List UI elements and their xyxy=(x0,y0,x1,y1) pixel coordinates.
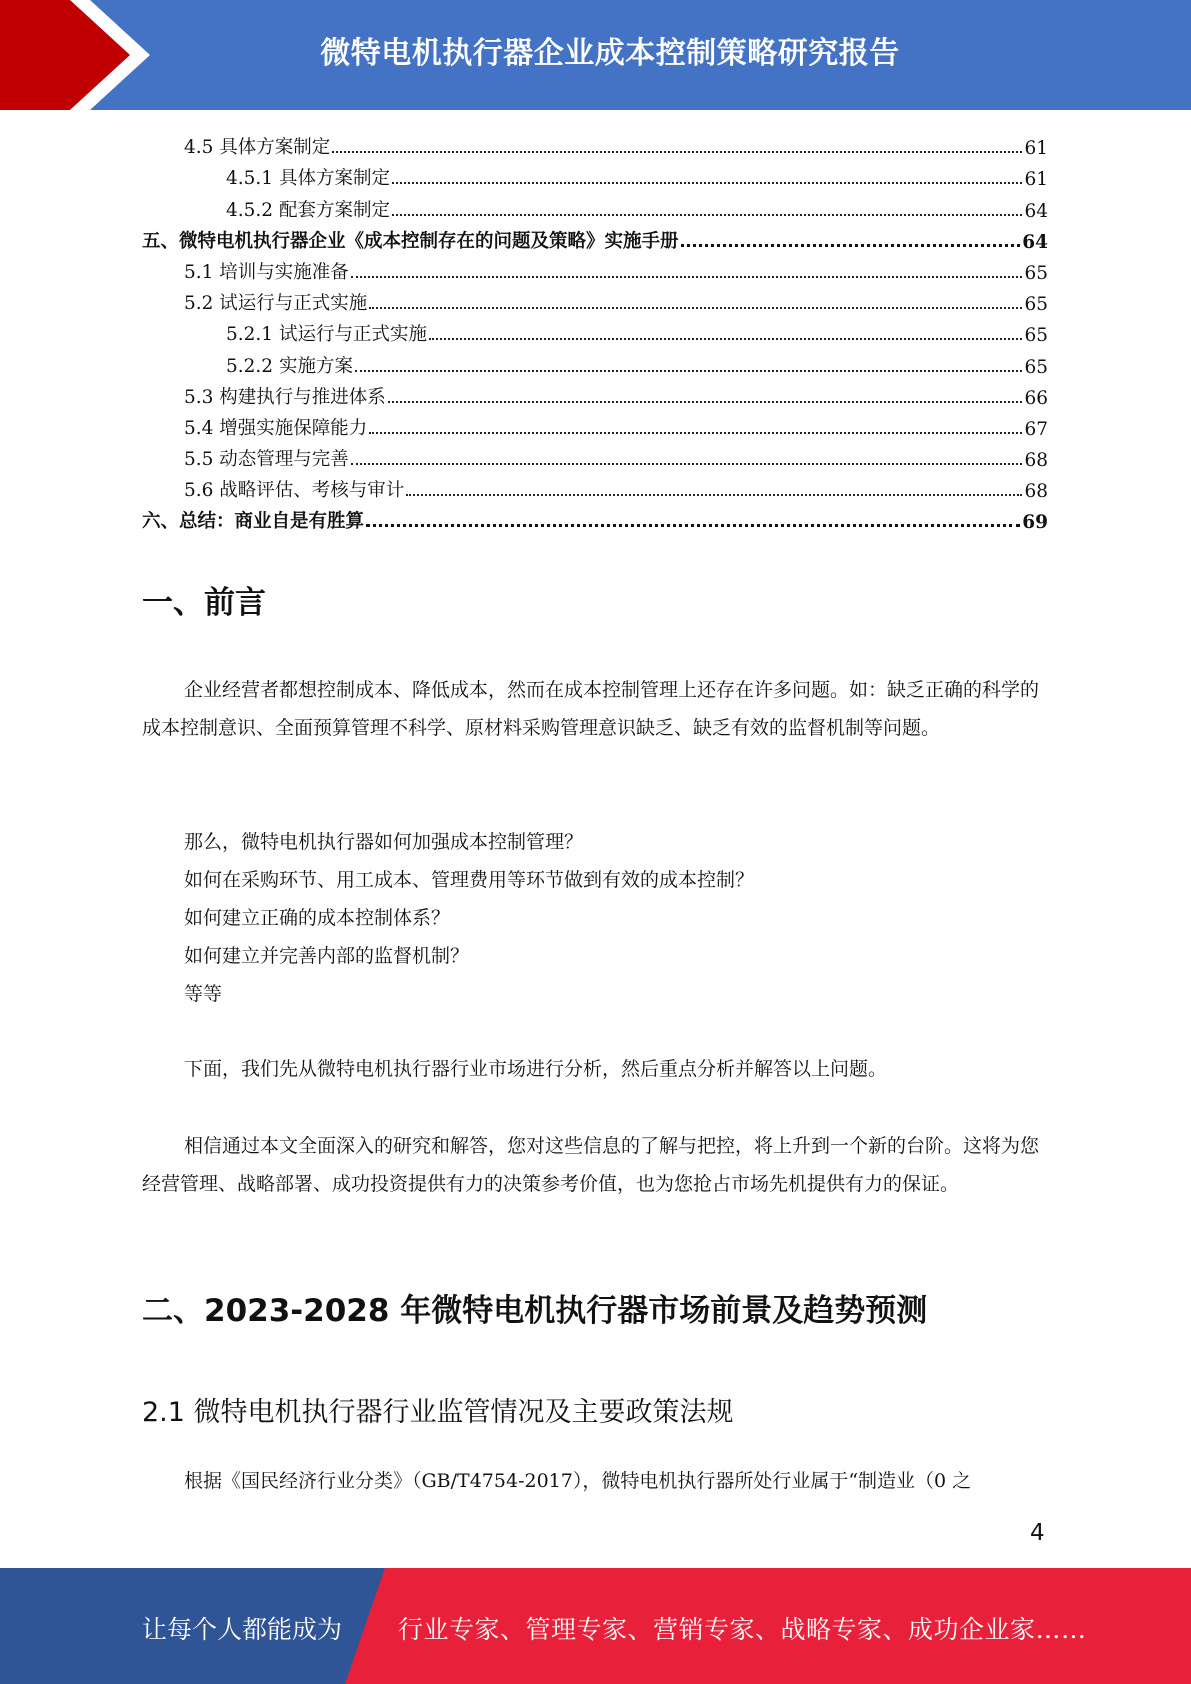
toc-entry-page: 68 xyxy=(1024,450,1048,472)
toc-dot-leader xyxy=(406,494,1022,496)
toc-entry[interactable] xyxy=(142,378,1048,409)
toc-entry-page: 65 xyxy=(1024,356,1048,378)
question-line: 如何在采购环节、用工成本、管理费用等环节做到有效的成本控制？ xyxy=(184,869,755,891)
toc-entry-page: 61 xyxy=(1024,138,1048,160)
paragraph: 相信通过本文全面深入的研究和解答，您对这些信息的了解与把控，将上升到一个新的台阶。这将为您经营管理、战略部署、成功投资提供有力的决策参考价值，也为您抢占市场先机提供有力的保证。 xyxy=(142,1135,1040,1195)
toc-entry-page: 65 xyxy=(1024,325,1048,347)
toc-entry[interactable] xyxy=(142,346,1048,377)
header-chevron-graphic xyxy=(0,0,160,110)
toc-entry[interactable] xyxy=(142,159,1048,190)
toc-entry-page: 64 xyxy=(1024,200,1048,222)
toc-dot-leader xyxy=(681,244,1021,247)
toc-entry-page: 61 xyxy=(1024,169,1048,191)
toc-dot-leader xyxy=(388,401,1023,403)
footer-slogan-right: 行业专家、管理专家、营销专家、战略专家、成功企业家…… xyxy=(398,1615,1087,1644)
toc-dot-leader xyxy=(366,524,1020,527)
section-heading-market-outlook: 二、2023-2028 年微特电机执行器市场前景及趋势预测 xyxy=(142,1293,928,1329)
question-line: 如何建立并完善内部的监督机制？ xyxy=(184,945,470,967)
toc-dot-leader xyxy=(392,182,1022,184)
toc-entry[interactable] xyxy=(142,128,1048,159)
toc-entry-label: 5.2.1 试运行与正式实施 xyxy=(226,324,427,346)
toc-entry[interactable] xyxy=(142,440,1048,471)
question-line: 如何建立正确的成本控制体系？ xyxy=(184,907,451,929)
toc-entry[interactable] xyxy=(142,409,1048,440)
question-line: 等等 xyxy=(184,983,223,1005)
paragraph: 根据《国民经济行业分类》（GB/T4754-2017），微特电机执行器所处行业属于“制造业（0 之 xyxy=(184,1470,972,1492)
toc-entry[interactable] xyxy=(142,315,1048,346)
toc-entry[interactable] xyxy=(142,253,1048,284)
paragraph: 企业经营者都想控制成本、降低成本，然而在成本控制管理上还存在许多问题。如：缺乏正确的科学的成本控制意识、全面预算管理不科学、原材料采购管理意识缺乏、缺乏有效的监督机制等问题。 xyxy=(142,679,1040,739)
toc-entry-label: 5.2.2 实施方案 xyxy=(226,355,353,377)
toc-entry[interactable] xyxy=(142,284,1048,315)
toc-entry-page: 64 xyxy=(1022,231,1048,253)
page-footer xyxy=(0,1568,1191,1684)
toc-entry-page: 69 xyxy=(1022,512,1048,534)
toc-entry[interactable] xyxy=(142,190,1048,221)
toc-entry-label: 5.6 战略评估、考核与审计 xyxy=(184,480,405,502)
question-list xyxy=(184,823,1044,1013)
section-heading-preface: 一、前言 xyxy=(142,585,266,621)
toc-entry-label: 五、微特电机执行器企业《成本控制存在的问题及策略》实施手册 xyxy=(142,230,679,252)
table-of-contents xyxy=(142,128,1048,533)
toc-entry-label: 4.5.2 配套方案制定 xyxy=(226,199,390,221)
toc-dot-leader xyxy=(355,370,1023,372)
toc-entry-page: 65 xyxy=(1024,262,1048,284)
toc-entry-label: 5.4 增强实施保障能力 xyxy=(184,417,368,439)
toc-dot-leader xyxy=(351,463,1023,465)
toc-dot-leader xyxy=(332,151,1022,153)
toc-entry[interactable] xyxy=(142,502,1048,533)
header-title: 微特电机执行器企业成本控制策略研究报告 xyxy=(320,36,900,71)
toc-dot-leader xyxy=(429,338,1022,340)
toc-dot-leader xyxy=(351,276,1023,278)
toc-entry-page: 68 xyxy=(1024,481,1048,503)
toc-entry[interactable] xyxy=(142,222,1048,253)
page-header xyxy=(0,0,1191,110)
toc-entry[interactable] xyxy=(142,471,1048,502)
page-number: 4 xyxy=(1030,1520,1045,1546)
toc-entry-page: 66 xyxy=(1024,387,1048,409)
footer-slogan-left: 让每个人都能成为 xyxy=(142,1615,343,1644)
subsection-heading: 2.1 微特电机执行器行业监管情况及主要政策法规 xyxy=(142,1397,734,1428)
toc-entry-label: 5.1 培训与实施准备 xyxy=(184,261,349,283)
toc-entry-page: 67 xyxy=(1024,418,1048,440)
toc-entry-label: 4.5.1 具体方案制定 xyxy=(226,168,390,190)
toc-dot-leader xyxy=(369,307,1022,309)
toc-entry-label: 六、总结：商业自是有胜算 xyxy=(142,511,365,533)
toc-entry-label: 5.5 动态管理与完善 xyxy=(184,449,349,471)
toc-dot-leader xyxy=(392,214,1022,216)
toc-entry-label: 4.5 具体方案制定 xyxy=(184,137,331,159)
toc-entry-label: 5.3 构建执行与推进体系 xyxy=(184,386,386,408)
toc-entry-page: 65 xyxy=(1024,294,1048,316)
toc-entry-label: 5.2 试运行与正式实施 xyxy=(184,293,368,315)
paragraph: 下面，我们先从微特电机执行器行业市场进行分析，然后重点分析并解答以上问题。 xyxy=(184,1058,888,1080)
toc-dot-leader xyxy=(369,432,1022,434)
question-line: 那么，微特电机执行器如何加强成本控制管理？ xyxy=(184,831,584,853)
